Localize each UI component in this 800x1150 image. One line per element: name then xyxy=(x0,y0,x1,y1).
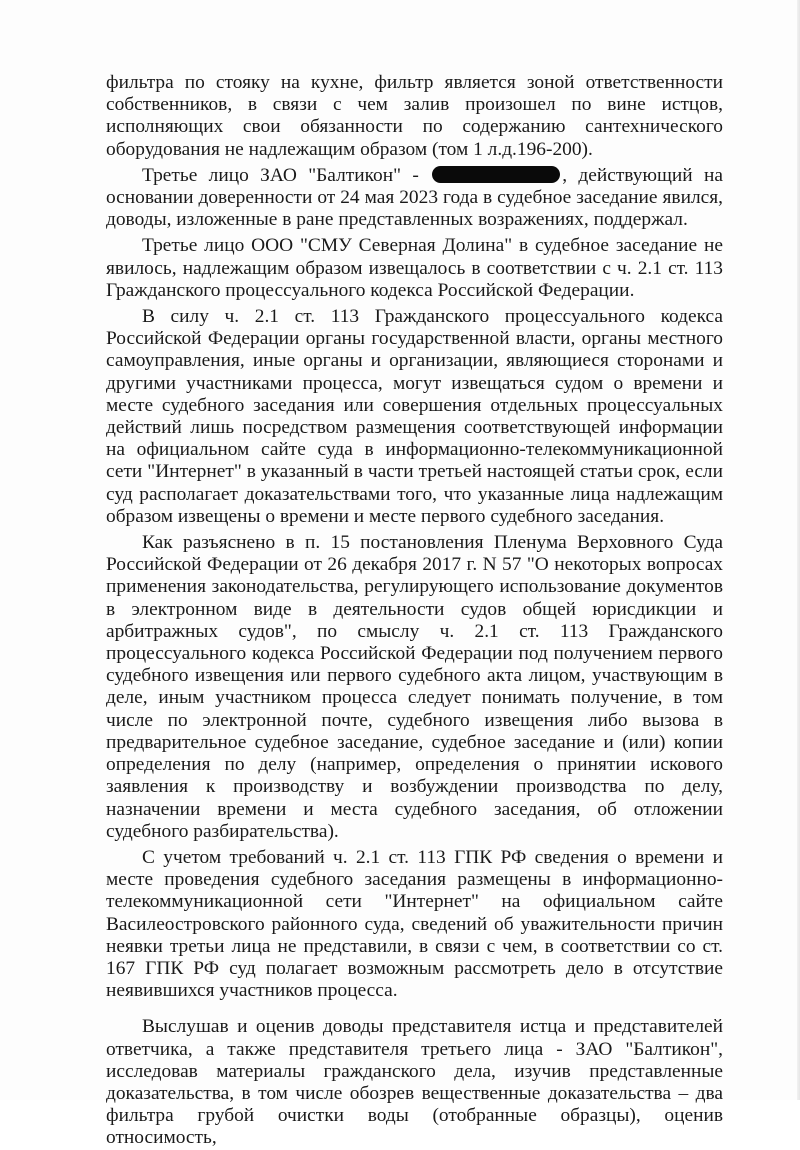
paragraph-1: фильтра по стояку на кухне, фильтр является зоной ответственности собственников, в связи с чем залив произошел по вине истцов, исполняющих свои обязанности по содержанию сантехнического оборудования не надлежащим образом (том 1 л.д.196-200). xyxy=(106,72,723,160)
paragraph-2 xyxy=(106,165,723,232)
paragraph-3: Третье лицо ООО "СМУ Северная Долина" в судебное заседание не явилось, надлежащим образом извещалось в соответствии с ч. 2.1 ст. 113 Гражданского процессуального кодекса Российской Федерации. xyxy=(106,235,723,301)
paragraph-5: Как разъяснено в п. 15 постановления Пленума Верховного Суда Российской Федерации от 26 декабря 2017 г. N 57 "О некоторых вопросах применения законодательства, регулирующего использование документов в электронном виде в деятельности судов общей юрисдикции и арбитражных судов", по смыслу ч. 2.1 ст. 113 Гражданского процессуального кодекса Российской Федерации под получением первого судебного извещения или первого судебного акта лицом, участвующим в деле, иным участником процесса следует понимать получение, в том числе по электронной почте, судебного извещения либо вызова в предварительное судебное заседание, судебное заседание и (или) копии определения по делу (например, определения о принятии искового заявления к производству и возбуждении производства по делу, назначении времени и места судебного заседания, об отложении судебного разбирательства). xyxy=(106,532,723,842)
redacted-name-block xyxy=(432,166,560,183)
document-body xyxy=(106,72,723,1150)
paragraph-7: Выслушав и оценив доводы представителя истца и представителей ответчика, а также представителя третьего лица - ЗАО "Балтикон", исследовав материалы гражданского дела, изучив представленные доказательства, в том числе обозрев вещественные доказательства – два фильтра грубой очистки воды (отобранные образцы), оценив относимость, xyxy=(106,1016,723,1149)
paragraph-4: В силу ч. 2.1 ст. 113 Гражданского процессуального кодекса Российской Федерации органы государственной власти, органы местного самоуправления, иные органы и организации, являющиеся сторонами и другими участниками процесса, могут извещаться судом о времени и месте судебного заседания или совершения отдельных процессуальных действий лишь посредством размещения соответствующей информации на официальном сайте суда в информационно-телекоммуникационной сети "Интернет" в указанный в части третьей настоящей статьи срок, если суд располагает доказательствами того, что указанные лица надлежащим образом извещены о времени и месте первого судебного заседания. xyxy=(106,306,723,527)
paragraph-2-end: , действующий на основании доверенности от 24 мая 2023 года в судебное заседание явился, доводы, изложенные в ране представленных возражениях, поддержал. xyxy=(106,164,723,231)
paragraph-6: С учетом требований ч. 2.1 ст. 113 ГПК РФ сведения о времени и месте проведения судебного заседания размещены в информационно-телекоммуникационной сети "Интернет" на официальном сайте Василеостровского районного суда, сведений об уважительности причин неявки третьи лица не представили, в связи с чем, в соответствии со ст. 167 ГПК РФ суд полагает возможным рассмотреть дело в отсутствие неявившихся участников процесса. xyxy=(106,846,723,1002)
paragraph-2-start: Третье лицо ЗАО "Балтикон" - xyxy=(142,164,431,186)
